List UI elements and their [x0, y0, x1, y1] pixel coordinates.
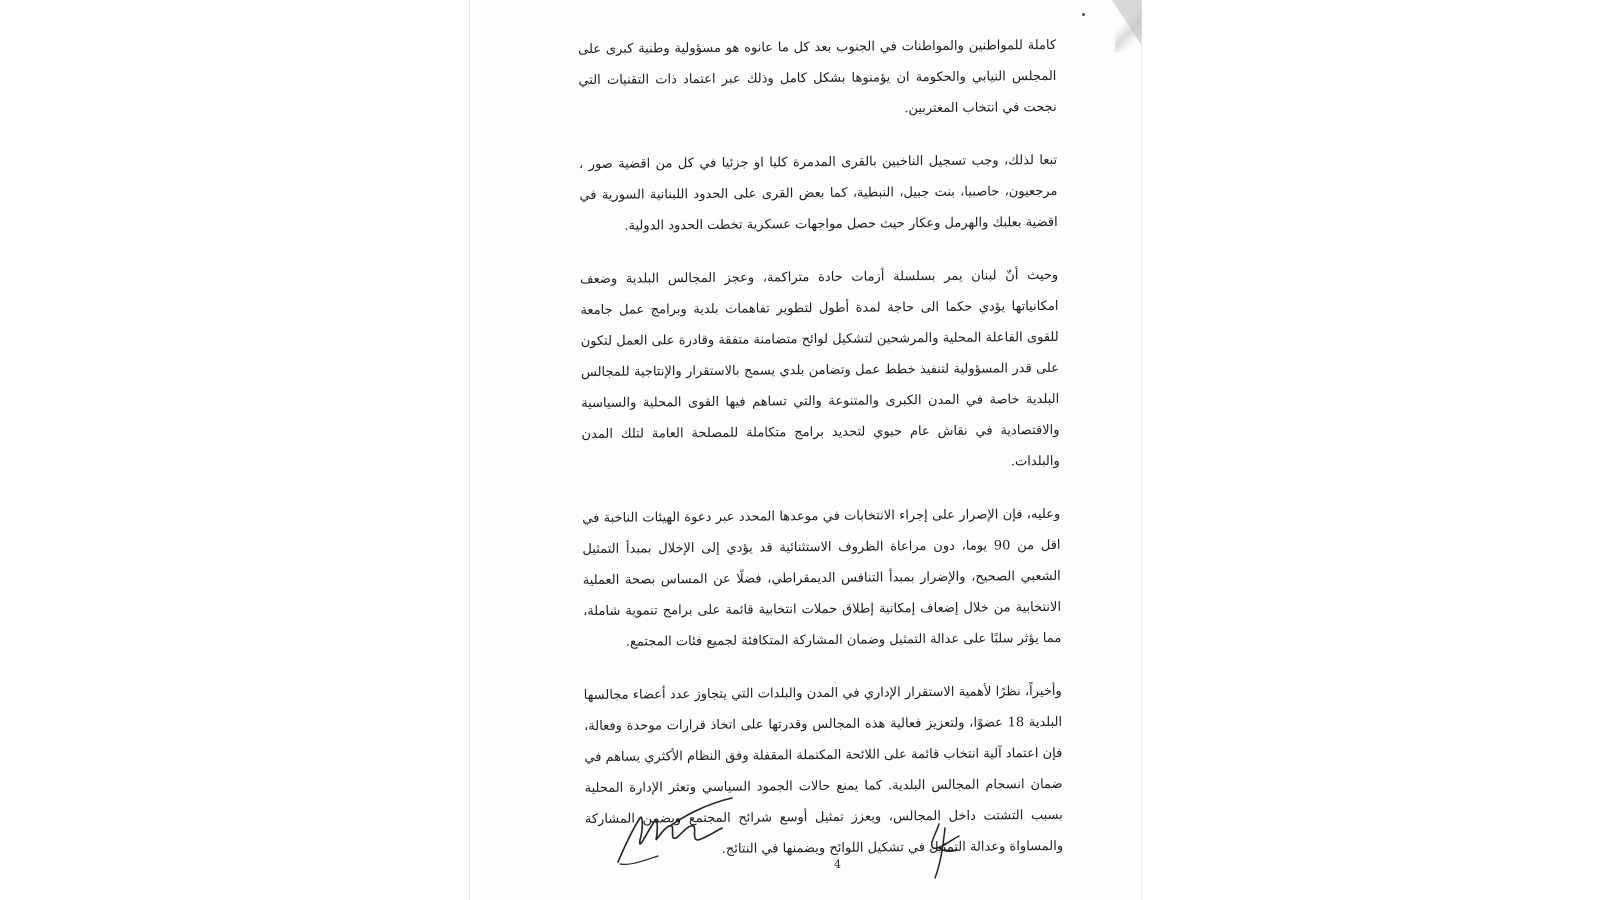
page-number: 4 [834, 858, 841, 871]
page-curl-shadow [1115, 0, 1141, 52]
scan-speck [1082, 13, 1085, 16]
paragraph-5: وأخيراً، نظرًا لأهمية الاستقرار الإداري في المدن والبلدات التي يتجاوز عدد أعضاء مجالسها البلدية 18 عضوًا، ولتعزيز فعالية هذه المجالس وقدرتها على اتخاذ قرارات موحدة وفعالة، فإن اعتماد آلية انتخاب قائمة على اللائحة المكتملة المقفلة وفق النظام الأكثري يساهم في ضمان انسجام المجالس البلدية. كما يمنع حالات الجمود السياسي وتعثر الإدارة المحلية بسبب التشتت داخل المجالس، ويعزز تمثيل أوسع شرائح المجتمع ويضمن المشاركة والمساواة وعدالة التمثيل في تشكيل اللوائح ويضمنها في النتائج. [583, 683, 1064, 857]
paragraph-1: كاملة للمواطنين والمواطنات في الجنوب بعد كل ما عانوه هو مسؤولية وطنية كبرى على المجلس النيابي والحكومة ان يؤمنوها بشكل كامل وذلك عبر اعتماد ذات التقنيات التي نجحت في انتخاب المغتربين. [578, 37, 1057, 117]
paragraph-3: وحيث أنّ لبنان يمر بسلسلة أزمات حادة متراكمة، وعجز المجالس البلدية وضعف امكانياتها يؤدي حكما الى حاجة لمدة أطول لتطوير تفاهمات بلدية وبرامج عمل جامعة للقوى الفاعلة المحلية والمرشحين لتشكيل لوائح متضامنة متفقة وقادرة على العمل لتكون على قدر المسؤولية لتنفيذ خطط عمل وتضامن بلدي يسمح بالاستقرار والإنتاجية للمجالس البلدية خاصة في المدن الكبرى والمتنوعة والتي تساهم فيها القوى المحلية والسياسية والاقتصادية في نقاش عام حيوي لتحديد برامج متكاملة للمصلحة العامة لتلك المدن والبلدات. [580, 267, 1060, 470]
paragraph-4: وعليه، فإن الإصرار على إجراء الانتخابات في موعدها المحدد عبر دعوة الهيئات الناخبة في اقل من 90 يوما، دون مراعاة الظروف الاستثنائية قد يؤدي إلى الإخلال بمبدأ التمثيل الشعبي الصحيح، والإضرار بمبدأ التنافس الديمقراطي، فضلًا عن المساس بصحة العملية الانتخابية من خلال إضعاف إمكانية إطلاق حملات انتخابية قائمة على برامج تنموية شاملة، مما يؤثر سلبًا على عدالة التمثيل وضمان المشاركة المتكافئة لجميع فئات المجتمع. [582, 506, 1062, 650]
paragraph-2: تبعا لذلك، وجب تسجيل الناخبين بالقرى المدمرة كليا او جزئيا في كل من اقضية صور ، مرجعيون، حاصبيا، بنت جبيل، النبطية، كما بعض القرى على الحدود اللبنانية السورية في اقضية بعلبك والهرمل وعكار حيث حصل مواجهات عسكرية تخطت الحدود الدولية. [579, 152, 1058, 234]
document-body [578, 30, 1063, 888]
document-page [470, 0, 1141, 900]
